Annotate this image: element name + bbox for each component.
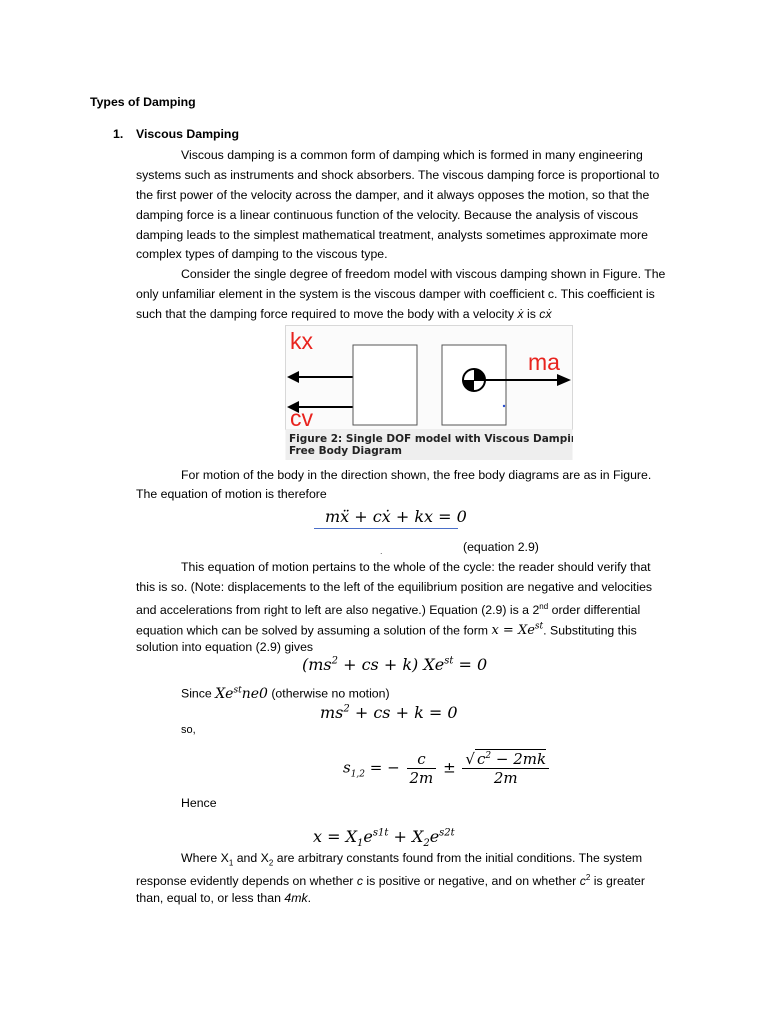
sol-exp-1: s1t: [372, 827, 389, 839]
sol-exp-2: s2t: [439, 827, 455, 839]
quad-sup: 2: [343, 703, 350, 715]
sol-c: + X: [388, 827, 424, 846]
label-kx: kx: [290, 328, 313, 354]
para2-is: is: [523, 307, 540, 321]
damping-force-symbol: cẋ: [539, 307, 552, 321]
so-label: so,: [181, 724, 196, 736]
hence-label: Hence: [181, 796, 217, 810]
sol-sub-2: 2: [423, 838, 430, 850]
quad-b: + cs + k = 0: [349, 703, 458, 722]
para2-line-2: only unfamiliar element in the system is the viscous damper with coefficient c. This coefficient is: [136, 287, 655, 301]
final-sub-1: 1: [228, 858, 234, 868]
sol-b: e: [363, 827, 373, 846]
para4-line-4-b: . Substituting this: [543, 623, 637, 638]
free-body-diagram: [285, 325, 573, 460]
roots-fraction-2: [462, 750, 549, 787]
figure-caption-line-2: Free Body Diagram: [289, 445, 402, 457]
stray-mark: .: [380, 546, 383, 556]
free-body-diagram-figure: [285, 325, 573, 460]
final-2d: is greater: [590, 874, 645, 889]
para3-line-2: The equation of motion is therefore: [136, 487, 327, 501]
quad-a: ms: [320, 703, 344, 722]
frac2-den: 2m: [493, 769, 518, 787]
final-2b: is positive or negative, and on whether: [362, 874, 577, 889]
velocity-symbol: ẋ: [517, 307, 524, 321]
general-solution: [313, 827, 455, 849]
roots-equation: [343, 750, 551, 787]
para1-line-1: Viscous damping is a common form of damping which is formed in many engineering: [181, 148, 643, 162]
final-4mk: 4mk: [284, 891, 308, 905]
roots-sub: 1,2: [350, 769, 366, 780]
final-1c: are arbitrary constants found from the initial conditions. The system: [273, 851, 643, 865]
sqrt-radicand: [475, 749, 546, 768]
para1-line-3: the first power of the velocity across the damper, and it always opposes the motion, so that the: [136, 188, 650, 202]
final-1b: and X: [233, 851, 269, 865]
frac2-num: √ $c^2 - 2mk$: [462, 750, 549, 769]
frac1-den: 2m: [409, 769, 434, 787]
final-sub-2: 2: [268, 858, 274, 868]
sol-a: x = X: [313, 827, 357, 846]
para4-line-3-a: and accelerations from right to left are also negative.) Equation (2.9) is a 2: [136, 603, 540, 618]
body-block-left: [353, 345, 417, 425]
char-eq-sup-2: 2: [331, 655, 338, 667]
since-line: [181, 680, 390, 704]
equation-number-2-9: (equation 2.9): [463, 540, 539, 554]
sol-sub-1: 1: [357, 838, 364, 850]
since-prefix: Since: [181, 686, 212, 701]
sqrt-rest: − 2mk: [491, 750, 547, 768]
final-sup-2: 2: [585, 873, 591, 882]
label-ma: ma: [528, 349, 560, 375]
page-heading: Types of Damping: [90, 95, 196, 109]
assumed-solution-exp: st: [534, 622, 544, 632]
figure-caption-line-1: Figure 2: Single DOF model with Viscous Damping,: [289, 433, 573, 445]
para4-line-1: This equation of motion pertains to the whole of the cycle: the reader should verify that: [181, 560, 651, 574]
final-1a: Where X: [181, 851, 229, 865]
final-c1: c: [356, 874, 363, 889]
para2-line-3: [136, 304, 552, 324]
para1-line-5: damping leads to the simplest mathematical treatment, analysts sometimes approximate more: [136, 228, 648, 242]
char-eq-a: (ms: [302, 655, 332, 674]
plus-minus: ±: [443, 758, 456, 777]
para4-line-5: solution into equation (2.9) gives: [136, 640, 314, 654]
final-c2: c: [579, 874, 586, 889]
since-expression: [215, 686, 268, 702]
ordinal-suffix: nd: [539, 602, 549, 611]
section-number: 1.: [113, 127, 124, 141]
char-eq-b: + cs + k) Xe: [338, 655, 445, 674]
since-ne0: ne0: [241, 685, 268, 702]
final-3a: than, equal to, or less than: [136, 891, 281, 905]
sol-d: e: [429, 827, 440, 846]
final-line-3: [136, 888, 311, 908]
quadratic-equation: [320, 703, 458, 722]
para3-line-1: For motion of the body in the direction shown, the free body diagrams are as in Figure.: [181, 468, 652, 482]
para2-line-3-text: such that the damping force required to move the body with a velocity: [136, 307, 514, 321]
since-xe: Xe: [215, 685, 234, 702]
para4-line-2: this is so. (Note: displacements to the left of the equilibrium position are negative and velocities: [136, 580, 653, 594]
para1-line-6: complex types of damping to the viscous type.: [136, 247, 388, 261]
label-cv: cv: [290, 405, 313, 431]
equation-of-motion: mẍ + cẋ + kx = 0: [325, 507, 467, 526]
frac1-num: c: [407, 750, 437, 769]
blue-dot: [503, 405, 505, 407]
assumed-solution: [491, 623, 543, 638]
sqrt-sup: 2: [485, 751, 492, 761]
char-eq-sup-st: st: [444, 655, 454, 667]
assumed-solution-base: x = Xe: [491, 623, 535, 639]
para4-line-4-a: equation which can be solved by assuming a solution of the form: [136, 623, 489, 638]
para1-line-2: systems such as instruments and shock absorbers. The viscous damping force is proportional to: [136, 168, 660, 182]
sqrt-c: c: [476, 750, 486, 768]
characteristic-equation: [302, 655, 487, 674]
final-3c: .: [307, 891, 312, 905]
section-title: Viscous Damping: [136, 127, 239, 141]
final-2a: response evidently depends on whether: [136, 874, 354, 889]
since-suffix: (otherwise no motion): [267, 686, 390, 701]
para2-line-1: Consider the single degree of freedom model with viscous damping shown in Figure. The: [181, 267, 666, 281]
equation-underline: [314, 528, 458, 529]
char-eq-c: = 0: [453, 655, 488, 674]
roots-eq: = −: [365, 758, 400, 777]
roots-fraction-1: [407, 750, 437, 787]
since-exp: st: [233, 685, 242, 695]
para4-line-3-b: order differential: [548, 603, 641, 618]
para1-line-4: damping force is a linear continuous function of the velocity. Because the analysis of viscous: [136, 208, 639, 222]
roots-lhs: s: [343, 758, 351, 777]
